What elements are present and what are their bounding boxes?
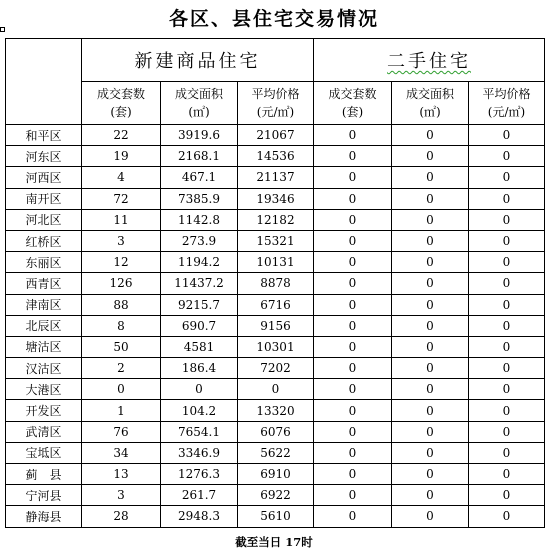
table-cell: 4581 [161,336,238,357]
table-row [6,358,545,379]
group-header-second-hand [314,39,545,82]
table-cell: 0 [469,188,545,209]
table-row [6,125,545,146]
table-cell: 0 [314,485,392,506]
table-cell: 0 [314,464,392,485]
table-row [6,252,545,273]
column-header [82,82,161,125]
table-cell: 0 [314,146,392,167]
table-row [6,400,545,421]
column-header [469,82,545,125]
table-cell: 3 [82,485,161,506]
table-row [6,506,545,527]
table-cell: 0 [314,230,392,251]
table-cell: 0 [392,400,469,421]
table-cell: 0 [469,400,545,421]
table-cell: 0 [392,167,469,188]
table-cell: 7202 [238,358,314,379]
column-header-label: 成交面积 [174,87,223,101]
column-header-unit: (㎡) [419,105,441,119]
district-name: 武清区 [6,421,82,442]
table-cell: 2948.3 [161,506,238,527]
table-cell: 21137 [238,167,314,188]
table-cell: 0 [469,125,545,146]
table-cell: 0 [469,146,545,167]
column-header [238,82,314,125]
table-cell: 34 [82,442,161,463]
table-cell: 0 [469,464,545,485]
district-name: 津南区 [6,294,82,315]
group-header-second-hand-label: 二手住宅 [387,51,471,72]
table-cell: 0 [314,188,392,209]
district-name: 河西区 [6,167,82,188]
table-cell: 0 [392,252,469,273]
table-cell: 72 [82,188,161,209]
column-header-unit: (套) [341,105,364,119]
table-cell: 5610 [238,506,314,527]
table-row [6,464,545,485]
table-cell: 0 [392,379,469,400]
table-cell: 12182 [238,209,314,230]
table-cell: 0 [392,146,469,167]
table-cell: 0 [392,188,469,209]
table-cell: 7385.9 [161,188,238,209]
column-header-unit: (㎡) [188,105,210,119]
district-name: 南开区 [6,188,82,209]
column-header [392,82,469,125]
table-cell: 10131 [238,252,314,273]
table-cell: 1276.3 [161,464,238,485]
table-cell: 19346 [238,188,314,209]
table-cell: 0 [314,379,392,400]
footer-note: 截至当日 17时 [235,535,313,549]
table-cell: 0 [392,125,469,146]
group-header-row [6,39,545,82]
table-cell: 88 [82,294,161,315]
table-cell: 9156 [238,315,314,336]
table-cell: 0 [469,379,545,400]
table-cell: 0 [314,294,392,315]
table-cell: 0 [314,400,392,421]
column-header-unit: (元/㎡) [487,105,526,119]
table-cell: 9215.7 [161,294,238,315]
table-cell: 0 [82,379,161,400]
table-cell: 11 [82,209,161,230]
table-cell: 0 [314,442,392,463]
table-cell: 13 [82,464,161,485]
table-row [6,188,545,209]
district-name: 大港区 [6,379,82,400]
table-row [6,421,545,442]
district-name: 开发区 [6,400,82,421]
column-header-label: 平均价格 [482,87,531,101]
table-cell: 13320 [238,400,314,421]
table-cell: 0 [469,421,545,442]
table-cell: 6716 [238,294,314,315]
table-cell: 690.7 [161,315,238,336]
table-cell: 0 [392,294,469,315]
table-cell: 0 [469,336,545,357]
district-name: 红桥区 [6,230,82,251]
table-cell: 0 [392,336,469,357]
column-header-label: 成交套数 [96,87,145,101]
table-cell: 0 [469,294,545,315]
table-cell: 14536 [238,146,314,167]
table-cell: 0 [314,209,392,230]
table-cell: 104.2 [161,400,238,421]
district-header-cell [6,39,82,125]
table-cell: 19 [82,146,161,167]
district-name: 汉沽区 [6,358,82,379]
table-row [6,315,545,336]
table-cell: 6922 [238,485,314,506]
column-header-label: 成交套数 [328,87,377,101]
district-name: 塘沽区 [6,336,82,357]
table-cell: 0 [161,379,238,400]
table-cell: 0 [314,252,392,273]
table-cell: 0 [314,358,392,379]
table-row [6,273,545,294]
table-cell: 0 [392,230,469,251]
table-row [6,379,545,400]
table-cell: 0 [469,485,545,506]
table-cell: 5622 [238,442,314,463]
table-row [6,485,545,506]
district-name: 静海县 [6,506,82,527]
table-cell: 7654.1 [161,421,238,442]
table-row [6,442,545,463]
table-cell: 261.7 [161,485,238,506]
page-title: 各区、县住宅交易情况 [168,8,379,30]
district-name: 北辰区 [6,315,82,336]
table-cell: 8 [82,315,161,336]
table-cell: 1 [82,400,161,421]
table-row [6,146,545,167]
table-cell: 0 [392,209,469,230]
district-name: 蓟 县 [6,464,82,485]
table-cell: 0 [392,358,469,379]
table-cell: 126 [82,273,161,294]
table-cell: 0 [238,379,314,400]
column-header-row [6,82,545,125]
table-cell: 0 [392,315,469,336]
table-cell: 0 [314,315,392,336]
table-cell: 0 [392,421,469,442]
table-cell: 186.4 [161,358,238,379]
table-cell: 0 [392,464,469,485]
column-header-label: 成交面积 [405,87,454,101]
table-cell: 0 [469,315,545,336]
table-cell: 273.9 [161,230,238,251]
table-cell: 21067 [238,125,314,146]
table-row [6,230,545,251]
table-cell: 0 [469,442,545,463]
district-name: 西青区 [6,273,82,294]
district-name: 东丽区 [6,252,82,273]
table-cell: 0 [469,252,545,273]
group-header-new-housing: 新建商品住宅 [82,39,314,82]
table-cell: 2 [82,358,161,379]
column-header [314,82,392,125]
table-cell: 467.1 [161,167,238,188]
district-name: 宁河县 [6,485,82,506]
table-cell: 11437.2 [161,273,238,294]
table-cell: 1142.8 [161,209,238,230]
table-cell: 3919.6 [161,125,238,146]
table-cell: 15321 [238,230,314,251]
table-cell: 4 [82,167,161,188]
table-cell: 0 [314,421,392,442]
table-cell: 0 [469,230,545,251]
district-name: 河北区 [6,209,82,230]
column-header [161,82,238,125]
table-cell: 0 [469,358,545,379]
column-header-unit: (元/㎡) [256,105,295,119]
table-cell: 28 [82,506,161,527]
table-cell: 0 [469,506,545,527]
table-cell: 1194.2 [161,252,238,273]
table-cell: 0 [469,209,545,230]
table-cell: 0 [392,485,469,506]
table-cell: 0 [392,506,469,527]
table-cell: 8878 [238,273,314,294]
table-row [6,167,545,188]
housing-transaction-table [5,38,545,528]
column-header-unit: (套) [110,105,132,119]
table-cell: 2168.1 [161,146,238,167]
table-cell: 50 [82,336,161,357]
district-name: 和平区 [6,125,82,146]
table-cell: 0 [314,273,392,294]
table-cell: 0 [314,125,392,146]
table-cell: 0 [314,506,392,527]
table-cell: 6076 [238,421,314,442]
table-cell: 6910 [238,464,314,485]
table-row [6,336,545,357]
table-row [6,209,545,230]
column-header-label: 平均价格 [251,87,300,101]
table-cell: 0 [392,273,469,294]
table-cell: 0 [392,442,469,463]
table-cell: 22 [82,125,161,146]
table-cell: 3346.9 [161,442,238,463]
table-row [6,294,545,315]
table-cell: 76 [82,421,161,442]
table-anchor-marker [0,27,5,32]
district-name: 河东区 [6,146,82,167]
table-cell: 0 [314,167,392,188]
table-cell: 12 [82,252,161,273]
table-cell: 0 [469,167,545,188]
table-cell: 3 [82,230,161,251]
table-cell: 0 [314,336,392,357]
table-cell: 10301 [238,336,314,357]
table-cell: 0 [469,273,545,294]
district-name: 宝坻区 [6,442,82,463]
